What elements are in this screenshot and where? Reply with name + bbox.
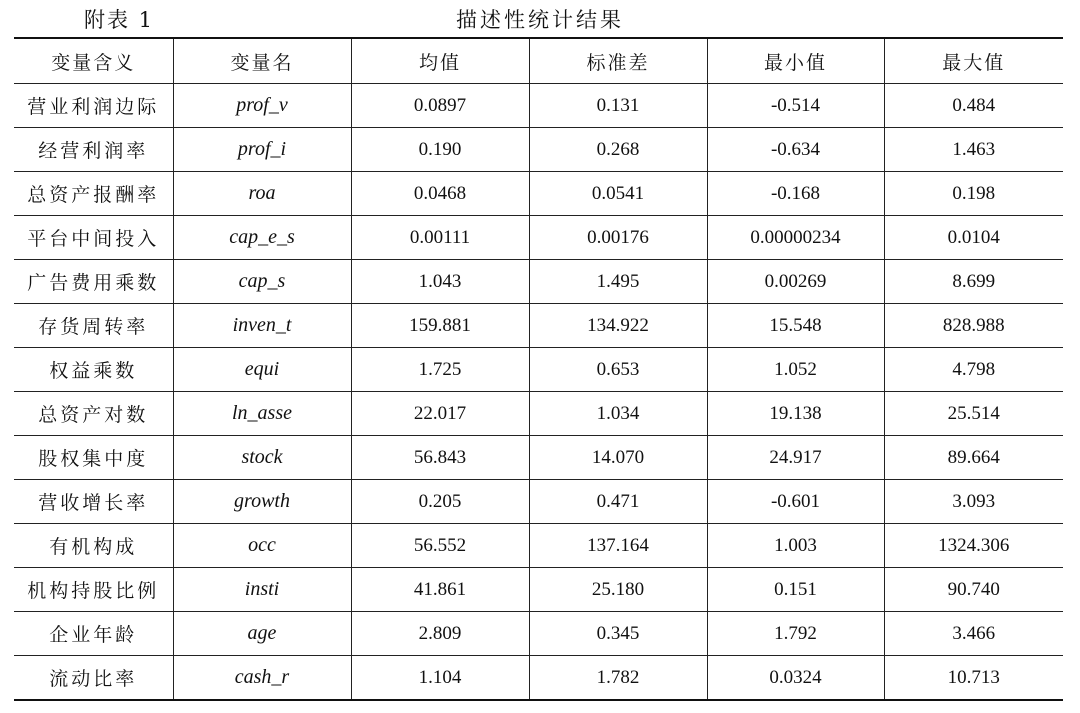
cell-max: 0.198 — [884, 172, 1063, 216]
cell-max: 3.466 — [884, 612, 1063, 656]
cell-mean: 1.043 — [351, 260, 529, 304]
header-row — [14, 38, 1063, 84]
cell-mean: 22.017 — [351, 392, 529, 436]
cell-max: 0.484 — [884, 84, 1063, 128]
table-body — [14, 84, 1063, 701]
cell-min: 1.052 — [707, 348, 884, 392]
cell-min: 19.138 — [707, 392, 884, 436]
cell-mean: 2.809 — [351, 612, 529, 656]
cell-std-dev: 137.164 — [529, 524, 707, 568]
cell-mean: 0.205 — [351, 480, 529, 524]
header-std-dev: 标准差 — [529, 38, 707, 84]
cell-min: -0.514 — [707, 84, 884, 128]
cell-mean: 0.190 — [351, 128, 529, 172]
cell-variable-meaning: 机构持股比例 — [14, 568, 173, 612]
table-row — [14, 128, 1063, 172]
table-row — [14, 568, 1063, 612]
table-row — [14, 172, 1063, 216]
cell-mean: 56.843 — [351, 436, 529, 480]
cell-variable-name: stock — [173, 436, 351, 480]
cell-mean: 41.861 — [351, 568, 529, 612]
cell-std-dev: 1.782 — [529, 656, 707, 701]
cell-min: -0.601 — [707, 480, 884, 524]
cell-variable-name: insti — [173, 568, 351, 612]
cell-std-dev: 0.00176 — [529, 216, 707, 260]
cell-variable-meaning: 总资产报酬率 — [14, 172, 173, 216]
cell-mean: 0.00111 — [351, 216, 529, 260]
cell-min: -0.634 — [707, 128, 884, 172]
cell-variable-meaning: 存货周转率 — [14, 304, 173, 348]
cell-min: 15.548 — [707, 304, 884, 348]
descriptive-stats-table — [14, 37, 1063, 701]
cell-max: 0.0104 — [884, 216, 1063, 260]
cell-std-dev: 0.268 — [529, 128, 707, 172]
cell-variable-name: prof_v — [173, 84, 351, 128]
header-mean: 均值 — [351, 38, 529, 84]
cell-max: 10.713 — [884, 656, 1063, 701]
cell-std-dev: 1.034 — [529, 392, 707, 436]
cell-std-dev: 25.180 — [529, 568, 707, 612]
cell-min: 0.00000234 — [707, 216, 884, 260]
table-row — [14, 348, 1063, 392]
cell-min: 0.0324 — [707, 656, 884, 701]
cell-variable-name: occ — [173, 524, 351, 568]
cell-variable-name: roa — [173, 172, 351, 216]
header-variable-name: 变量名 — [173, 38, 351, 84]
cell-variable-meaning: 权益乘数 — [14, 348, 173, 392]
table-row — [14, 436, 1063, 480]
cell-max: 828.988 — [884, 304, 1063, 348]
cell-std-dev: 0.653 — [529, 348, 707, 392]
table-header — [14, 38, 1063, 84]
cell-variable-meaning: 有机构成 — [14, 524, 173, 568]
cell-variable-meaning: 企业年龄 — [14, 612, 173, 656]
cell-variable-meaning: 总资产对数 — [14, 392, 173, 436]
cell-variable-meaning: 流动比率 — [14, 656, 173, 701]
cell-mean: 1.725 — [351, 348, 529, 392]
cell-std-dev: 1.495 — [529, 260, 707, 304]
cell-max: 3.093 — [884, 480, 1063, 524]
cell-variable-name: cash_r — [173, 656, 351, 701]
cell-variable-name: ln_asse — [173, 392, 351, 436]
cell-variable-name: cap_e_s — [173, 216, 351, 260]
cell-std-dev: 0.131 — [529, 84, 707, 128]
table-row — [14, 216, 1063, 260]
table-row — [14, 612, 1063, 656]
cell-std-dev: 134.922 — [529, 304, 707, 348]
cell-variable-meaning: 广告费用乘数 — [14, 260, 173, 304]
table-row — [14, 480, 1063, 524]
cell-variable-meaning: 营业利润边际 — [14, 84, 173, 128]
cell-mean: 0.0897 — [351, 84, 529, 128]
header-max: 最大值 — [884, 38, 1063, 84]
cell-variable-name: equi — [173, 348, 351, 392]
cell-max: 1324.306 — [884, 524, 1063, 568]
header-min: 最小值 — [707, 38, 884, 84]
table-row — [14, 524, 1063, 568]
cell-variable-meaning: 经营利润率 — [14, 128, 173, 172]
cell-min: 0.00269 — [707, 260, 884, 304]
cell-min: 24.917 — [707, 436, 884, 480]
cell-max: 1.463 — [884, 128, 1063, 172]
cell-variable-name: cap_s — [173, 260, 351, 304]
table-row — [14, 84, 1063, 128]
cell-mean: 1.104 — [351, 656, 529, 701]
cell-max: 89.664 — [884, 436, 1063, 480]
table-label: 附表 1 — [84, 8, 155, 32]
cell-variable-name: growth — [173, 480, 351, 524]
table-row — [14, 260, 1063, 304]
cell-std-dev: 0.0541 — [529, 172, 707, 216]
cell-min: -0.168 — [707, 172, 884, 216]
cell-variable-name: age — [173, 612, 351, 656]
header-variable-meaning: 变量含义 — [14, 38, 173, 84]
cell-std-dev: 0.345 — [529, 612, 707, 656]
cell-max: 8.699 — [884, 260, 1063, 304]
cell-variable-meaning: 股权集中度 — [14, 436, 173, 480]
table-title: 描述性统计结果 — [456, 8, 624, 32]
cell-mean: 56.552 — [351, 524, 529, 568]
cell-std-dev: 14.070 — [529, 436, 707, 480]
cell-min: 1.003 — [707, 524, 884, 568]
cell-variable-meaning: 营收增长率 — [14, 480, 173, 524]
cell-max: 90.740 — [884, 568, 1063, 612]
cell-variable-name: inven_t — [173, 304, 351, 348]
cell-std-dev: 0.471 — [529, 480, 707, 524]
cell-min: 0.151 — [707, 568, 884, 612]
cell-max: 25.514 — [884, 392, 1063, 436]
table-row — [14, 304, 1063, 348]
cell-mean: 159.881 — [351, 304, 529, 348]
cell-min: 1.792 — [707, 612, 884, 656]
cell-max: 4.798 — [884, 348, 1063, 392]
cell-variable-meaning: 平台中间投入 — [14, 216, 173, 260]
table-row — [14, 656, 1063, 701]
cell-mean: 0.0468 — [351, 172, 529, 216]
cell-variable-name: prof_i — [173, 128, 351, 172]
table-row — [14, 392, 1063, 436]
